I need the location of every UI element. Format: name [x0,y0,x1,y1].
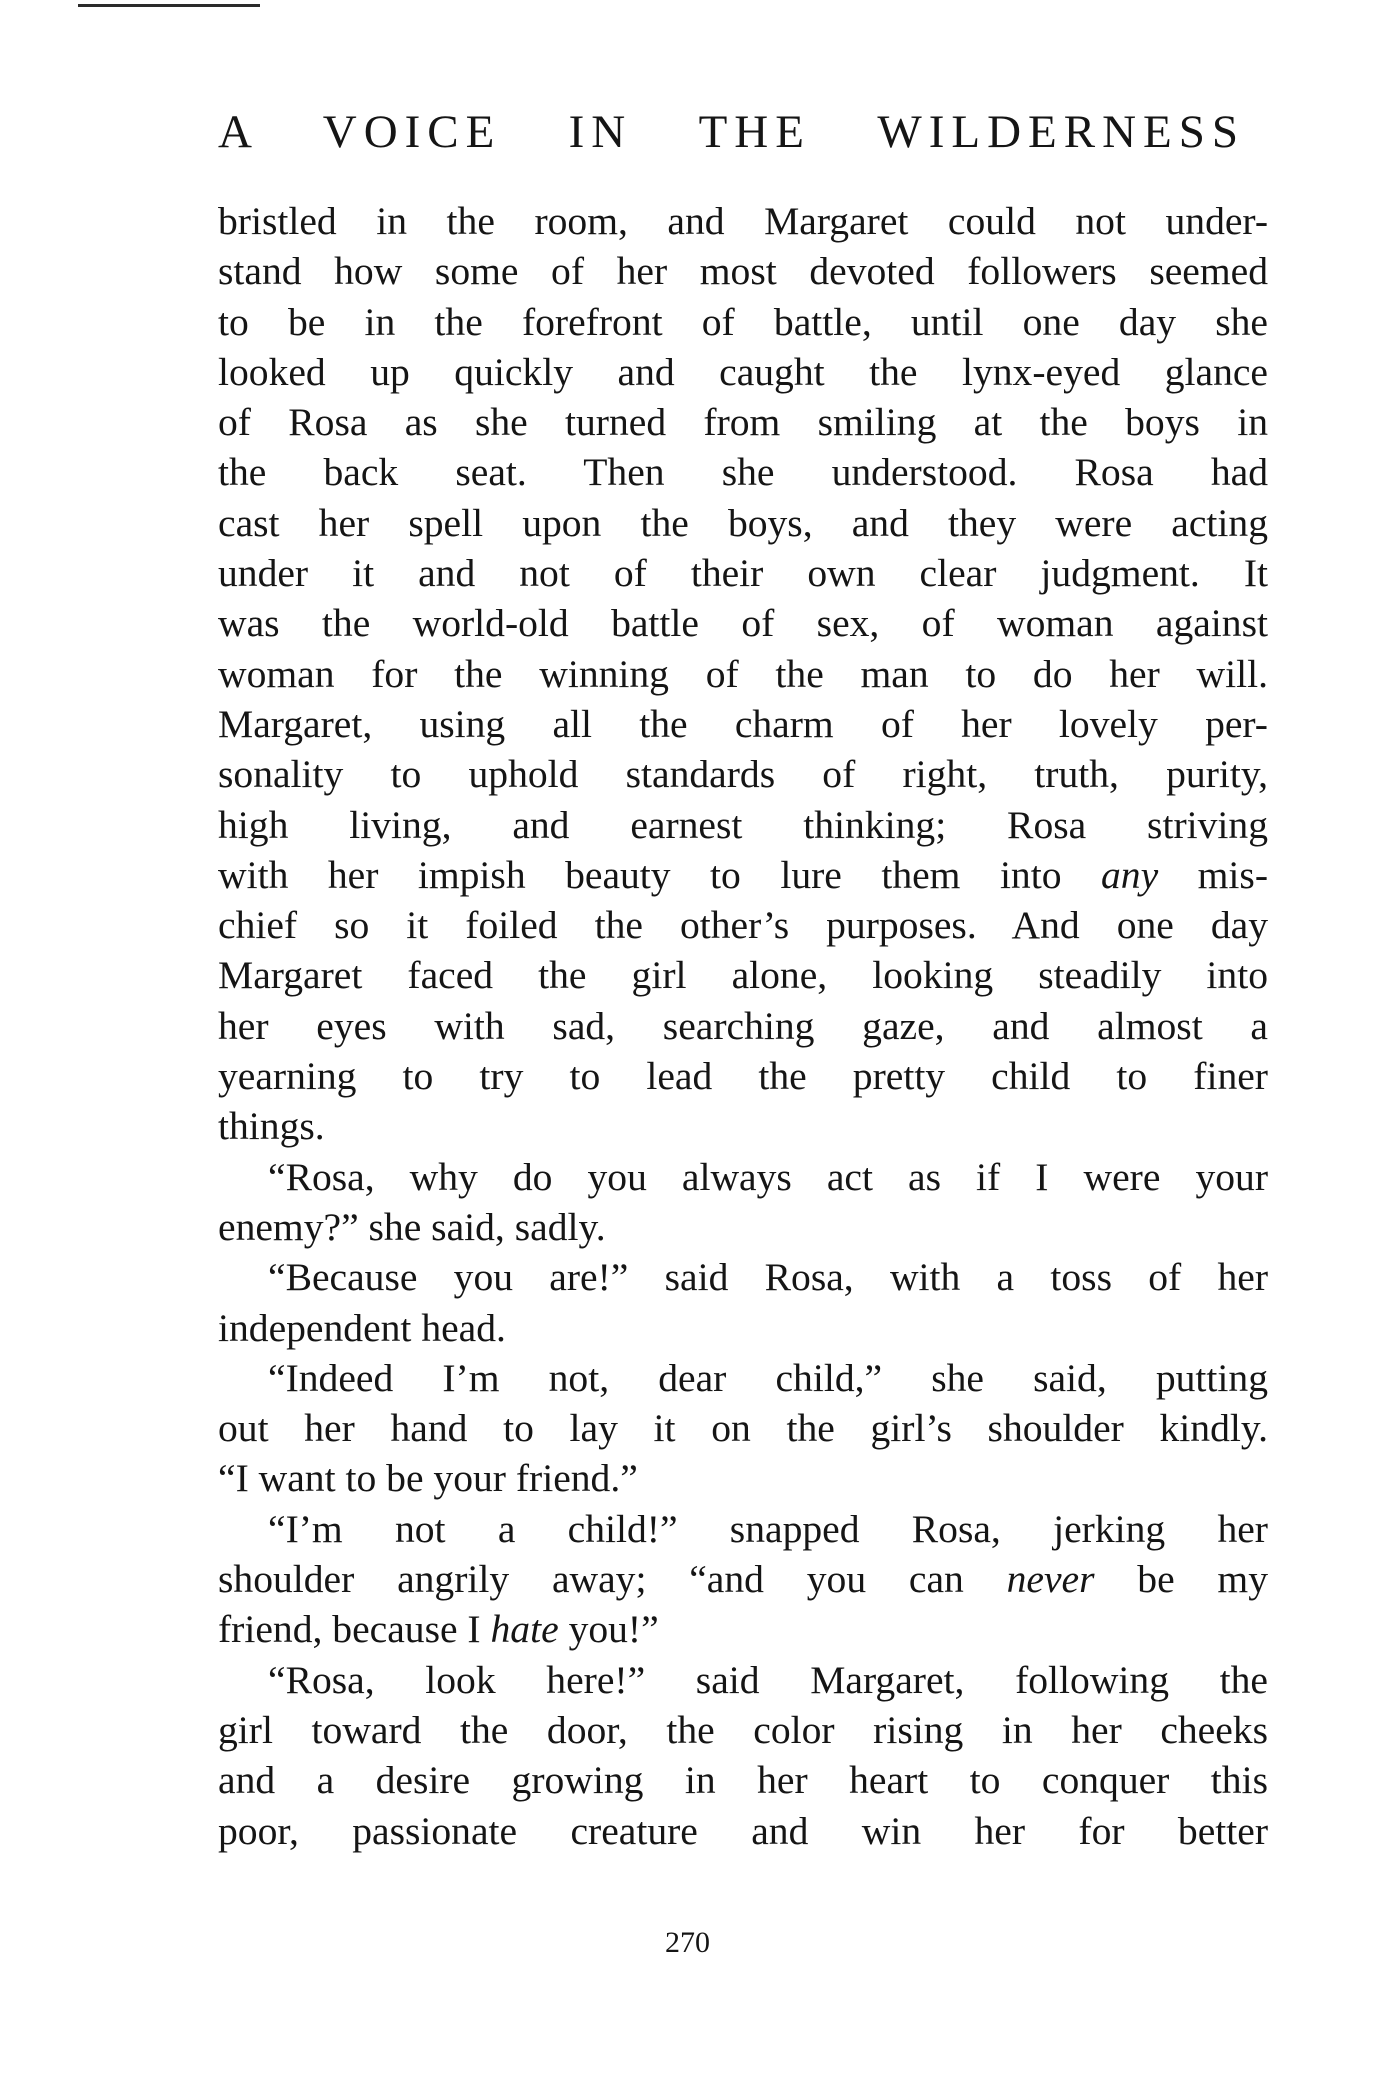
text-line: girl toward the door, the color rising in her cheeks [218,1707,1268,1752]
text-line: her eyes with sad, searching gaze, and almost a [218,1003,1268,1048]
text-line: shoulder angrily away; “and you can never be my [218,1557,1268,1602]
italic-word: hate [490,1607,559,1652]
running-head: A VOICE IN THE WILDERNESS [218,106,1245,158]
text-line: with her impish beauty to lure them into any mis- [218,852,1268,897]
text-line: under it and not of their own clear judgment. It [218,551,1268,596]
text-line: woman for the winning of the man to do her will. [218,651,1268,696]
text-line: chief so it foiled the other’s purposes. And one day [218,903,1268,948]
text-line: Margaret, using all the charm of her lovely per- [218,701,1268,746]
text-line: friend, because I hate you!” [218,1607,659,1652]
italic-word: never [1006,1557,1095,1602]
text-line: “Because you are!” said Rosa, with a toss of her [268,1255,1268,1300]
text-line: “I’m not a child!” snapped Rosa, jerking her [268,1506,1268,1551]
text-line: and a desire growing in her heart to conquer this [218,1758,1268,1803]
text-line: bristled in the room, and Margaret could not under- [218,199,1268,243]
text-line: “Rosa, why do you always act as if I were your [268,1154,1268,1199]
text-line: things. [218,1104,325,1149]
text-line: to be in the forefront of battle, until one day she [218,299,1268,344]
text-line: high living, and earnest thinking; Rosa striving [218,802,1268,847]
text-line: “Indeed I’m not, dear child,” she said, putting [268,1355,1268,1400]
text-line: Margaret faced the girl alone, looking steadily into [218,953,1268,998]
text-line: was the world-old battle of sex, of woman against [218,601,1268,646]
text-line: stand how some of her most devoted followers seemed [218,249,1268,294]
top-rule [78,4,260,7]
text-line: out her hand to lay it on the girl’s shoulder kindly. [218,1406,1268,1451]
text-line: “Rosa, look here!” said Margaret, following the [268,1657,1268,1702]
italic-word: any [1101,852,1159,897]
text-line: yearning to try to lead the pretty child to finer [218,1054,1268,1099]
text-line: enemy?” she said, sadly. [218,1204,606,1249]
text-line: sonality to uphold standards of right, truth, purity, [218,752,1268,797]
body-text [218,196,1268,1856]
text-line: independent head. [218,1305,506,1350]
page-number: 270 [665,1926,710,1959]
text-line: looked up quickly and caught the lynx-eyed glance [218,349,1268,394]
text-line: cast her spell upon the boys, and they were acting [218,500,1268,545]
text-line: “I want to be your friend.” [218,1456,638,1501]
text-line: the back seat. Then she understood. Rosa had [218,450,1268,495]
text-line: of Rosa as she turned from smiling at the boys in [218,400,1268,445]
text-line: poor, passionate creature and win her for better [218,1808,1268,1853]
